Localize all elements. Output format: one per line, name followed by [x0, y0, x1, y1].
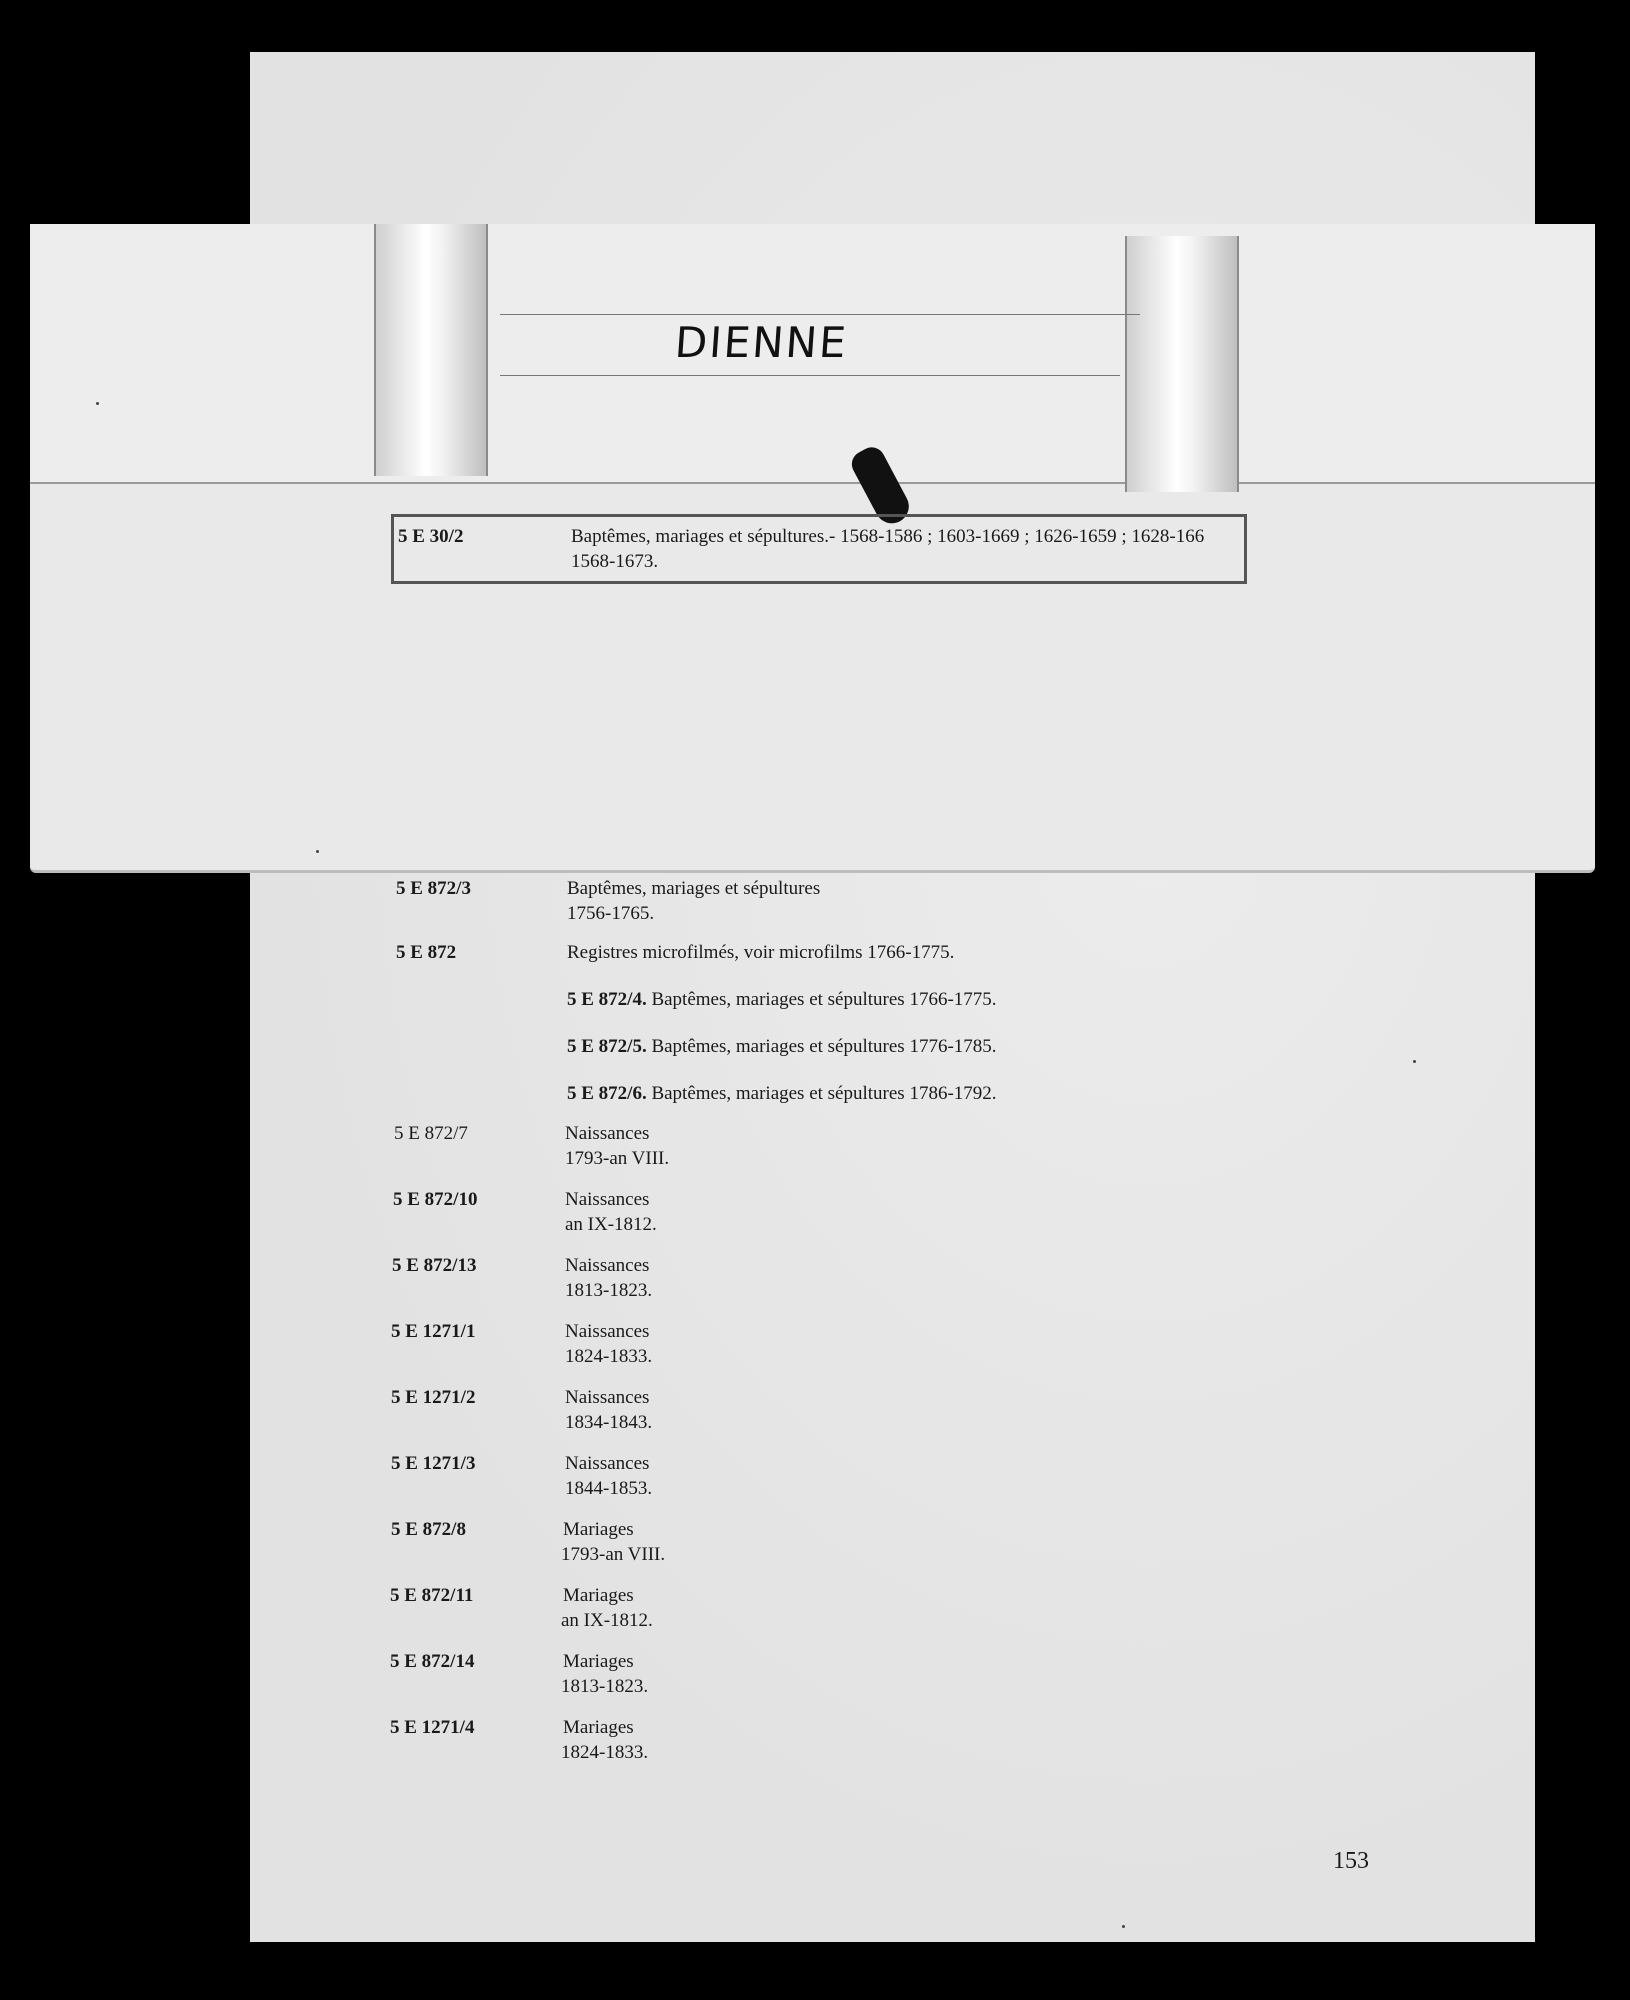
list-line2: 1824-1833.	[561, 1742, 649, 1763]
list-line2: 1793-an VIII.	[561, 1544, 666, 1565]
sub-entry	[567, 1034, 997, 1059]
boxed-entry-code: 5 E 30/2	[398, 526, 464, 547]
list-line2: an IX-1812.	[565, 1214, 657, 1235]
sub-entry	[567, 1081, 997, 1106]
page-number: 153	[1333, 1848, 1369, 1874]
list-line2: an IX-1812.	[561, 1610, 653, 1631]
locality-title: DIENNE	[673, 318, 850, 367]
dust-speck	[96, 402, 99, 405]
list-code: 5 E 872/14	[390, 1651, 475, 1672]
band-line-lower	[500, 375, 1120, 376]
list-line1: Naissances	[565, 1123, 650, 1144]
sub-entry-code: 5 E 872/4.	[567, 989, 647, 1010]
entry-line1: Baptêmes, mariages et sépultures	[567, 878, 821, 899]
entry-line1: Registres microfilmés, voir microfilms 1766-1775.	[567, 942, 955, 963]
list-line1: Mariages	[563, 1651, 634, 1672]
list-code: 5 E 872/11	[390, 1585, 474, 1606]
sub-entry	[567, 987, 997, 1012]
list-line1: Mariages	[563, 1585, 634, 1606]
boxed-entry-line1: Baptêmes, mariages et sépultures.- 1568-1586 ; 1603-1669 ; 1626-1659 ; 1628-166	[571, 526, 1205, 547]
list-code: 5 E 872/13	[392, 1255, 477, 1276]
list-line1: Naissances	[565, 1255, 650, 1276]
sub-entry-text: Baptêmes, mariages et sépultures 1776-1785.	[651, 1036, 997, 1057]
list-code: 5 E 1271/3	[391, 1453, 476, 1474]
list-code: 5 E 872/8	[391, 1519, 466, 1540]
list-line1: Naissances	[565, 1387, 650, 1408]
band-fold-right	[1125, 236, 1239, 492]
boxed-entry-line2: 1568-1673.	[571, 551, 659, 572]
list-line1: Naissances	[565, 1189, 650, 1210]
list-code: 5 E 1271/4	[390, 1717, 475, 1738]
entry-code: 5 E 872/3	[396, 878, 471, 899]
dust-speck	[1122, 1925, 1125, 1928]
list-code: 5 E 1271/1	[391, 1321, 476, 1342]
sub-entry-code: 5 E 872/6.	[567, 1083, 647, 1104]
sub-entry-text: Baptêmes, mariages et sépultures 1786-1792.	[651, 1083, 997, 1104]
band-line-upper	[500, 314, 1140, 315]
list-code: 5 E 872/7	[394, 1123, 468, 1144]
sub-entry-code: 5 E 872/5.	[567, 1036, 647, 1057]
list-line1: Mariages	[563, 1717, 634, 1738]
list-line2: 1844-1853.	[565, 1478, 653, 1499]
list-line2: 1813-1823.	[565, 1280, 653, 1301]
list-code: 5 E 872/10	[393, 1189, 478, 1210]
list-line2: 1824-1833.	[565, 1346, 653, 1367]
dust-speck	[1413, 1060, 1416, 1063]
list-code: 5 E 1271/2	[391, 1387, 476, 1408]
list-line1: Naissances	[565, 1453, 650, 1474]
list-line1: Mariages	[563, 1519, 634, 1540]
list-line1: Naissances	[565, 1321, 650, 1342]
list-line2: 1793-an VIII.	[565, 1148, 670, 1169]
dust-speck	[316, 850, 319, 853]
sub-entry-text: Baptêmes, mariages et sépultures 1766-1775.	[651, 989, 997, 1010]
entry-line2: 1756-1765.	[567, 903, 655, 924]
band-fold-left	[374, 224, 488, 476]
list-line2: 1834-1843.	[565, 1412, 653, 1433]
entry-code: 5 E 872	[396, 942, 457, 963]
list-line2: 1813-1823.	[561, 1676, 649, 1697]
